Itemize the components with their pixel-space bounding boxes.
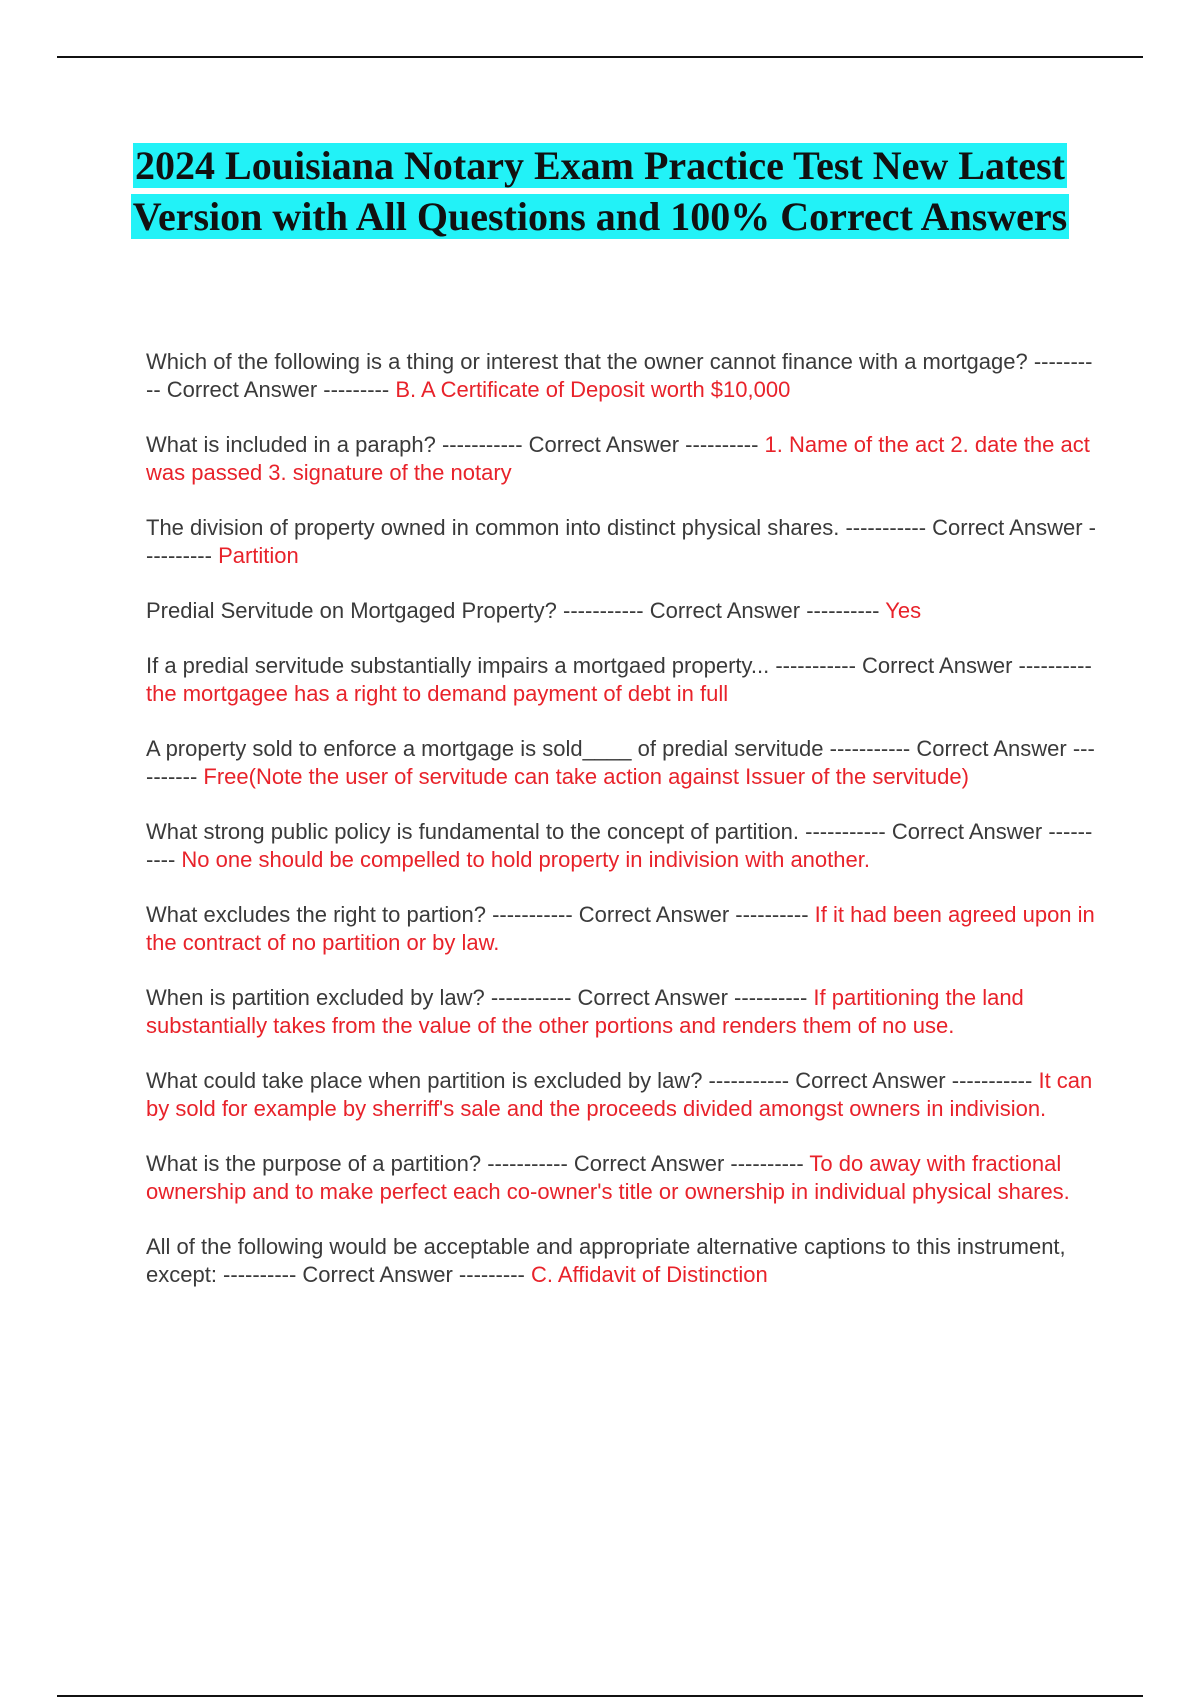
answer-separator: ----------- Correct Answer ----------- (702, 1068, 1039, 1093)
header-rule (57, 56, 1143, 58)
qa-item (146, 984, 1096, 1040)
answer-text: If it had been agreed upon in the contract of no partition or by law. (146, 902, 1095, 955)
question-text: What is included in a paraph? (146, 432, 436, 457)
qa-item (146, 652, 1096, 708)
qa-item (146, 735, 1096, 791)
answer-text: Free(Note the user of servitude can take action against Issuer of the servitude) (203, 764, 969, 789)
question-text: What strong public policy is fundamental to the concept of partition. (146, 819, 800, 844)
qa-item (146, 1067, 1096, 1123)
title-highlight: 2024 Louisiana Notary Exam Practice Test New Latest Version with All Questions and 100% Correct Answers (132, 143, 1068, 239)
answer-text: C. Affidavit of Distinction (530, 1262, 768, 1287)
answer-text: 1. Name of the act 2. date the act was passed 3. signature of the notary (146, 432, 1090, 485)
answer-separator: ----------- Correct Answer ---------- (485, 902, 815, 927)
answer-text: It can by sold for example by sherriff's sale and the proceeds divided amongst owners in indivision. (146, 1068, 1093, 1121)
question-text: What could take place when partition is excluded by law? (146, 1068, 703, 1093)
answer-text: To do away with fractional ownership and to make perfect each co-owner's title or ownership in individual physical shares. (146, 1151, 1070, 1204)
question-text: The division of property owned in common into distinct physical shares. (146, 515, 840, 540)
answer-separator: ----------- Correct Answer ---------- (146, 819, 1093, 872)
answer-text: B. A Certificate of Deposit worth $10,000 (395, 377, 791, 402)
qa-item (146, 1233, 1096, 1289)
question-text: What excludes the right to partion? (146, 902, 486, 927)
qa-item (146, 348, 1096, 404)
answer-separator: ----------- Correct Answer ---------- (146, 515, 1096, 568)
question-text: A property sold to enforce a mortgage is sold____ of predial servitude (146, 736, 824, 761)
qa-item (146, 901, 1096, 957)
answer-separator: ----------- Correct Answer ---------- (769, 653, 1092, 678)
answer-separator: ----------- Correct Answer ---------- (481, 1151, 810, 1176)
answer-text: If partitioning the land substantially takes from the value of the other portions and renders them of no use. (146, 985, 1024, 1038)
qa-item (146, 1150, 1096, 1206)
answer-separator: ----------- Correct Answer ---------- (484, 985, 814, 1010)
question-text: All of the following would be acceptable and appropriate alternative captions to this instrument, except: (146, 1234, 1066, 1287)
answer-separator: ---------- Correct Answer --------- (146, 349, 1093, 402)
answer-separator: ----------- Correct Answer ---------- (435, 432, 765, 457)
qa-item (146, 597, 1096, 625)
qa-list (146, 348, 1096, 1316)
answer-separator: ---------- Correct Answer --------- (216, 1262, 531, 1287)
question-text: When is partition excluded by law? (146, 985, 485, 1010)
qa-item (146, 431, 1096, 487)
answer-text: Partition (218, 543, 299, 568)
question-text: What is the purpose of a partition? (146, 1151, 482, 1176)
qa-item (146, 514, 1096, 570)
answer-text: No one should be compelled to hold property in indivision with another. (181, 847, 870, 872)
question-text: If a predial servitude substantially impairs a mortgaed property... (146, 653, 770, 678)
answer-separator: ----------- Correct Answer ---------- (556, 598, 886, 623)
question-text: Which of the following is a thing or interest that the owner cannot finance with a mortgage? (146, 349, 1028, 374)
answer-text: Yes (885, 598, 922, 623)
qa-item (146, 818, 1096, 874)
question-text: Predial Servitude on Mortgaged Property? (146, 598, 557, 623)
answer-text: the mortgagee has a right to demand payment of debt in full (146, 681, 729, 706)
document-title (100, 140, 1100, 242)
answer-separator: ----------- Correct Answer ---------- (146, 736, 1095, 789)
footer-rule (57, 1695, 1143, 1697)
